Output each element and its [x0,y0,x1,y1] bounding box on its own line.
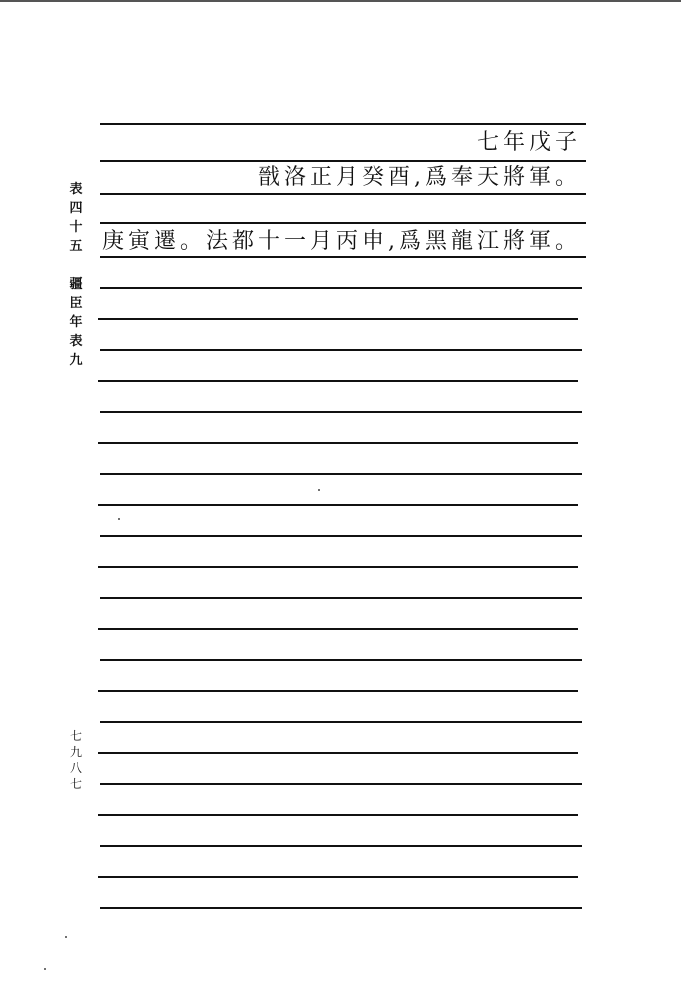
side-title [64,180,88,370]
table-rule [100,349,582,351]
table-rule [98,442,578,444]
side-title-char: 五 [69,239,83,254]
table-rule [100,907,582,909]
scan-speck [65,936,67,938]
table-rule [100,256,586,258]
table-rule [98,752,578,754]
side-title-char: 表 [69,182,83,197]
table-rule [100,193,586,195]
table-rule [100,845,582,847]
table-rule [98,380,578,382]
page-number-char: 七 [69,729,82,743]
table-rule [98,690,578,692]
scan-speck [318,489,320,491]
top-border [0,0,681,2]
table-rule [98,876,578,878]
side-title-char: 疆 [69,277,83,292]
side-title-char: 臣 [69,296,83,311]
side-title-char: 九 [69,353,83,368]
page-number-char: 七 [69,777,82,791]
table-rule [100,473,582,475]
entry-row: 戩洛正月癸酉,爲奉天將軍。 [258,165,581,190]
table-rule [100,659,582,661]
table-rule [98,566,578,568]
page-number [64,728,88,792]
table-rule [98,318,578,320]
table-rule [100,721,582,723]
table-rule [98,628,578,630]
table-rule [100,535,582,537]
side-title-char: 表 [69,334,83,349]
table-rule [100,287,582,289]
side-title-char: 四 [69,201,83,216]
page-number-char: 九 [69,745,82,759]
year-header: 七年戊子 [476,130,581,155]
table-rule [98,504,578,506]
entry-row: 庚寅遷。法都十一月丙申,爲黑龍江將軍。 [102,229,581,254]
scan-speck [44,968,46,970]
table-rule [100,597,582,599]
table-rule [100,222,586,224]
table-rule [100,411,582,413]
table-rule [98,814,578,816]
table-rule [100,123,586,125]
side-title-char: 十 [69,220,83,235]
table-rule [100,160,586,162]
scan-speck [118,518,120,520]
table-rule [100,783,582,785]
page-number-char: 八 [69,761,82,775]
side-title-char: 年 [69,315,83,330]
